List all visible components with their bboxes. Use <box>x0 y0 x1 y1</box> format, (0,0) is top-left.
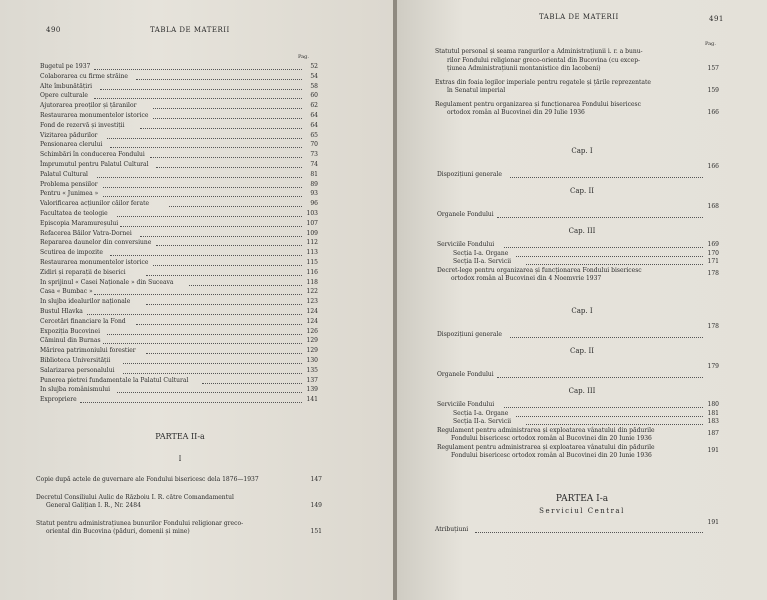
left-entry-23-leader <box>94 288 303 295</box>
left-entry-30-page: 130 <box>306 357 318 364</box>
left-entry-12-title: Problema pensiilor <box>40 180 98 188</box>
left-entry-0-page: 52 <box>310 63 318 70</box>
left-entry-16-leader <box>120 220 302 227</box>
left-entry-11-leader <box>97 171 302 178</box>
right-block1-cap3-item-2-leader <box>526 258 703 265</box>
left-entry-17-title: Refacerea Băilor Vatra-Dornei <box>40 229 132 237</box>
left-entry-8-page: 70 <box>310 141 318 149</box>
left-entry-25-page: 124 <box>306 308 318 315</box>
right-block2-cap3-item-2-title: Secția II-a. Servicii <box>453 418 512 425</box>
left-entry-32-leader <box>202 377 302 384</box>
left-entry-14-title: Valorificarea acțiunilor căilor ferate <box>40 200 150 208</box>
left-entry-7-title: Vizitarea pădurilor <box>40 131 98 139</box>
left-entry-9-leader <box>150 151 302 158</box>
left-doc-0-page: 147 <box>310 476 322 483</box>
left-doc-1-line-0: Decretul Consiliului Aulic de Războiu I. R. către Comandamentul <box>36 494 234 501</box>
left-part-title: PARTEA II-a <box>155 432 205 441</box>
left-entry-19-title: Scutirea de impozite <box>40 249 103 257</box>
right-block2-cap2: Cap. II <box>570 347 594 355</box>
left-entry-26-title: Cercetări financiare la Fond <box>40 317 126 325</box>
right-topdoc-0-line-2: țiunea Administrațiunii montanistice din Iacobeni) <box>447 65 601 72</box>
right-block1-cap3-item-2-page: 171 <box>707 258 719 265</box>
right-block2-cap1-page: 178 <box>707 323 719 330</box>
left-doc-1-line-1: General Galițian I. R., Nr. 2484 <box>46 502 141 509</box>
left-entry-21-title: Zidiri și reparații de biserici <box>40 268 126 276</box>
left-entry-1-page: 54 <box>310 72 318 80</box>
right-running-header: TABLA DE MATERII <box>539 13 619 21</box>
right-reg-1-page: 191 <box>707 446 719 454</box>
left-doc-2-page: 151 <box>310 528 322 535</box>
left-entry-2-leader <box>100 83 302 90</box>
left-entry-33-title: In slujba românismului <box>40 386 111 394</box>
left-entry-34-page: 141 <box>306 396 318 404</box>
left-entry-9-title: Schimbări în conducerea Fondului <box>40 151 145 159</box>
right-topdoc-2-page: 166 <box>707 109 719 116</box>
right-block2-cap2-item-title: Organele Fondului <box>437 371 494 378</box>
left-entry-16-title: Episcopia Maramureșului <box>40 219 119 227</box>
left-entry-33-leader <box>117 386 302 393</box>
right-topdoc-0-line-0: Statutul personal și seama rangurilor a Administrațiunii i. r. a bunu- <box>435 48 643 55</box>
right-block1-cap3-item-1-page: 170 <box>707 249 719 257</box>
right-block2-cap3-item-0-leader <box>504 401 703 408</box>
right-block2-cap3-item-1-page: 181 <box>707 409 719 417</box>
right-block2-cap1-item-title: Dispozițiuni generale <box>437 331 502 338</box>
right-block2-cap3-item-0-page: 180 <box>707 401 719 408</box>
right-page <box>397 0 767 600</box>
left-entry-14-leader <box>169 200 302 207</box>
left-doc-2-line-1: oriental din Bucovina (păduri, domenii și mine) <box>46 528 190 535</box>
left-entry-2-page: 58 <box>310 82 318 90</box>
left-entry-27-page: 126 <box>306 327 318 335</box>
left-entry-20-title: Restaurarea monumentelor istorice <box>40 259 149 266</box>
right-block1-cap3-item-0-title: Serviciile Fondului <box>437 241 495 248</box>
left-entry-25-leader <box>87 308 302 315</box>
left-entry-10-page: 74 <box>310 161 318 168</box>
left-entry-5-page: 64 <box>310 112 318 119</box>
right-topdoc-2-line-1: ortodox român al Bucovinei din 29 Iulie 1936 <box>447 109 585 116</box>
left-entry-29-title: Mărirea patrimoniului forestier <box>40 347 136 355</box>
right-block2-cap1: Cap. I <box>571 307 593 315</box>
left-entry-28-leader <box>103 337 302 344</box>
left-entry-7-page: 65 <box>310 131 318 139</box>
left-entry-20-page: 115 <box>306 259 318 266</box>
left-entry-3-title: Opere culturale <box>40 92 88 100</box>
left-entry-12-page: 89 <box>310 180 318 188</box>
right-block2-cap3-item-1-title: Secția I-a. Organe <box>453 409 509 417</box>
right-final-item-leader <box>475 526 703 533</box>
left-entry-4-title: Ajutorarea preoților și țăranilor <box>40 102 137 110</box>
right-part-subtitle: Serviciul Central <box>539 507 625 515</box>
left-entry-11-title: Palatul Cultural <box>40 170 88 178</box>
right-block1-cap3-item-0-leader <box>504 241 703 248</box>
left-running-header: TABLA DE MATERII <box>150 26 230 34</box>
left-entry-30-title: Biblioteca Universității <box>40 357 111 364</box>
right-final-page: 191 <box>707 519 719 526</box>
left-entry-22-leader <box>189 279 302 286</box>
left-entry-21-page: 116 <box>306 268 318 276</box>
right-topdoc-1-page: 159 <box>707 87 719 94</box>
left-entry-20-leader <box>153 259 302 266</box>
right-block1-cap3-item-1-leader <box>516 250 703 257</box>
left-entry-27-title: Expoziția Bucovinei <box>40 327 100 335</box>
right-block1-cap3: Cap. III <box>568 227 596 235</box>
right-topdoc-1-line-1: în Senatul imperial <box>447 87 506 94</box>
left-entry-10-title: Împrumutul pentru Palatul Cultural <box>40 161 149 168</box>
left-entry-6-leader <box>140 122 302 129</box>
right-part-title: PARTEA I-a <box>555 494 609 504</box>
left-entry-5-title: Restaurarea monumentelor istorice <box>40 112 149 119</box>
left-entry-29-leader <box>146 347 302 354</box>
left-entry-23-title: Casa « Bumbac » <box>40 288 93 296</box>
right-block2-cap2-page: 179 <box>707 363 719 370</box>
right-reg-0-line-1: Fondului bisericesc ortodox român al Bucovinei din 20 Iunie 1936 <box>451 435 652 442</box>
left-entry-15-title: Facultatea de teologie <box>40 210 108 217</box>
right-topdoc-2-line-0: Regulament pentru organizarea și funcționarea Fondului bisericesc <box>435 100 641 108</box>
left-entry-11-page: 81 <box>310 170 318 178</box>
left-entry-15-leader <box>117 210 302 217</box>
left-section-numeral: I <box>178 455 182 463</box>
left-entry-5-leader <box>153 112 302 119</box>
left-entry-29-page: 129 <box>306 347 318 355</box>
right-topdoc-0-line-1: rilor Fondului religionar greco-oriental din Bucovina (cu excep- <box>447 56 641 64</box>
right-block2-cap3-item-1-leader <box>516 410 703 417</box>
left-entry-22-page: 118 <box>306 278 318 286</box>
right-block2-cap3: Cap. III <box>568 387 596 395</box>
right-block2-cap3-item-2-page: 183 <box>707 418 719 425</box>
right-block1-cap2: Cap. II <box>570 187 594 195</box>
right-decree-line-0: Decret-lege pentru organizarea și funcționarea Fondului bisericesc <box>437 266 642 274</box>
right-block1-cap1-page: 166 <box>707 163 719 170</box>
right-block1-cap3-item-1-title: Secția I-a. Organe <box>453 249 509 257</box>
left-entry-18-page: 112 <box>306 239 318 247</box>
left-entry-17-page: 109 <box>306 229 318 237</box>
left-entry-18-leader <box>156 239 302 246</box>
left-entry-0-title: Bugetul pe 1937 <box>40 63 91 70</box>
left-entry-14-page: 96 <box>310 200 318 208</box>
right-decree-page: 178 <box>707 269 719 277</box>
right-block1-cap3-item-2-title: Secția II-a. Servicii <box>453 258 512 265</box>
left-entry-31-title: Salarizarea personalului <box>40 366 115 374</box>
left-entry-31-leader <box>123 367 302 374</box>
left-entry-8-leader <box>110 141 302 148</box>
left-entry-4-leader <box>153 102 302 109</box>
left-entry-32-page: 137 <box>306 376 318 384</box>
left-entry-6-page: 64 <box>310 121 318 129</box>
right-block1-cap2-page: 168 <box>707 203 719 210</box>
left-entry-0-leader <box>94 63 303 70</box>
right-block1-cap1: Cap. I <box>571 147 593 155</box>
left-entry-28-page: 129 <box>306 337 318 345</box>
left-entry-13-page: 93 <box>310 190 318 198</box>
right-block2-cap3-item-2-leader <box>526 418 703 425</box>
left-entry-34-leader <box>80 396 302 403</box>
left-entry-21-leader <box>146 269 302 276</box>
right-decree-line-1: ortodox român al Bucovinei din 4 Noemvrie 1937 <box>451 275 602 282</box>
left-entry-34-title: Expropriere <box>40 396 77 404</box>
left-entry-3-leader <box>94 92 303 99</box>
left-entry-15-page: 103 <box>306 210 318 217</box>
right-block1-cap3-item-0-page: 169 <box>707 241 719 248</box>
left-entry-19-leader <box>110 249 302 256</box>
left-doc-0-line-0: Copie după actele de guvernare ale Fondului bisericesc dela 1876—1937 <box>36 476 259 483</box>
right-block2-cap1-item-leader <box>510 331 703 338</box>
right-block1-cap1-item-title: Dispozițiuni generale <box>437 171 502 178</box>
left-entry-32-title: Punerea pietrei fundamentale la Palatul Cultural <box>40 376 189 384</box>
right-reg-0-page: 187 <box>707 429 719 437</box>
left-entry-10-leader <box>156 161 302 168</box>
left-entry-6-title: Fond de rezervă și investiții <box>40 121 125 129</box>
right-reg-1-line-1: Fondului bisericesc ortodox român al Bucovinei din 20 Iunie 1936 <box>451 452 652 459</box>
right-topdoc-1-line-0: Extras din foaia legilor imperiale pentru regatele și țările reprezentate <box>435 78 651 86</box>
left-entry-26-page: 124 <box>306 317 318 325</box>
right-block2-cap2-item-leader <box>497 371 703 378</box>
left-page-number: 490 <box>46 26 61 34</box>
left-entry-24-page: 123 <box>306 298 318 306</box>
right-pag-label: Pag. <box>705 41 716 47</box>
left-entry-16-page: 107 <box>306 219 318 227</box>
left-doc-2-line-0: Statut pentru administrațiunea bunurilor Fondului religionar greco- <box>36 520 244 527</box>
left-entry-13-leader <box>103 190 302 197</box>
left-pag-label: Pag. <box>298 54 309 60</box>
right-reg-1-line-0: Regulament pentru administrarea și exploatarea vânatului din pădurile <box>437 443 655 451</box>
right-final-item-title: Atribuțiuni <box>435 526 469 533</box>
left-entry-31-page: 135 <box>306 366 318 374</box>
left-entry-19-page: 113 <box>306 249 318 257</box>
right-block1-cap2-item-leader <box>497 211 703 218</box>
left-entry-25-title: Bustul Hlavka <box>40 308 83 315</box>
left-entry-24-title: In slujba idealurilor naționale <box>40 298 131 306</box>
left-entry-24-leader <box>146 298 302 305</box>
right-page-number: 491 <box>709 15 724 23</box>
right-block1-cap1-item-leader <box>510 171 703 178</box>
left-entry-9-page: 73 <box>310 151 318 159</box>
left-entry-12-leader <box>103 181 302 188</box>
left-entry-7-leader <box>107 132 302 139</box>
left-entry-4-page: 62 <box>310 102 318 110</box>
right-block2-cap3-item-0-title: Serviciile Fondului <box>437 401 495 408</box>
right-reg-0-line-0: Regulament pentru administrarea și exploatarea vânatului din pădurile <box>437 426 655 434</box>
left-entry-26-leader <box>136 318 302 325</box>
left-entry-13-title: Pentru « Junimea » <box>40 190 99 198</box>
left-entry-23-page: 122 <box>306 288 318 296</box>
left-entry-30-leader <box>123 357 302 364</box>
right-block1-cap2-item-title: Organele Fondului <box>437 211 494 218</box>
left-entry-2-title: Alte îmbunătățiri <box>40 82 92 90</box>
left-entry-8-title: Pensionarea clerului <box>40 141 103 149</box>
left-entry-27-leader <box>107 328 302 335</box>
left-entry-17-leader <box>140 230 302 237</box>
left-entry-22-title: In sprijinul « Casei Naționale » din Suceava <box>40 278 174 286</box>
left-doc-1-page: 149 <box>310 502 322 509</box>
left-entry-18-title: Repararea daunelor din conversiune <box>40 239 152 247</box>
left-entry-1-leader <box>136 73 302 80</box>
right-topdoc-0-page: 157 <box>707 65 719 72</box>
left-entry-33-page: 139 <box>306 386 318 394</box>
left-entry-28-title: Căminul din Burnas <box>40 337 101 345</box>
left-entry-3-page: 60 <box>310 92 318 100</box>
left-entry-1-title: Colaborarea cu firme străine <box>40 72 128 80</box>
